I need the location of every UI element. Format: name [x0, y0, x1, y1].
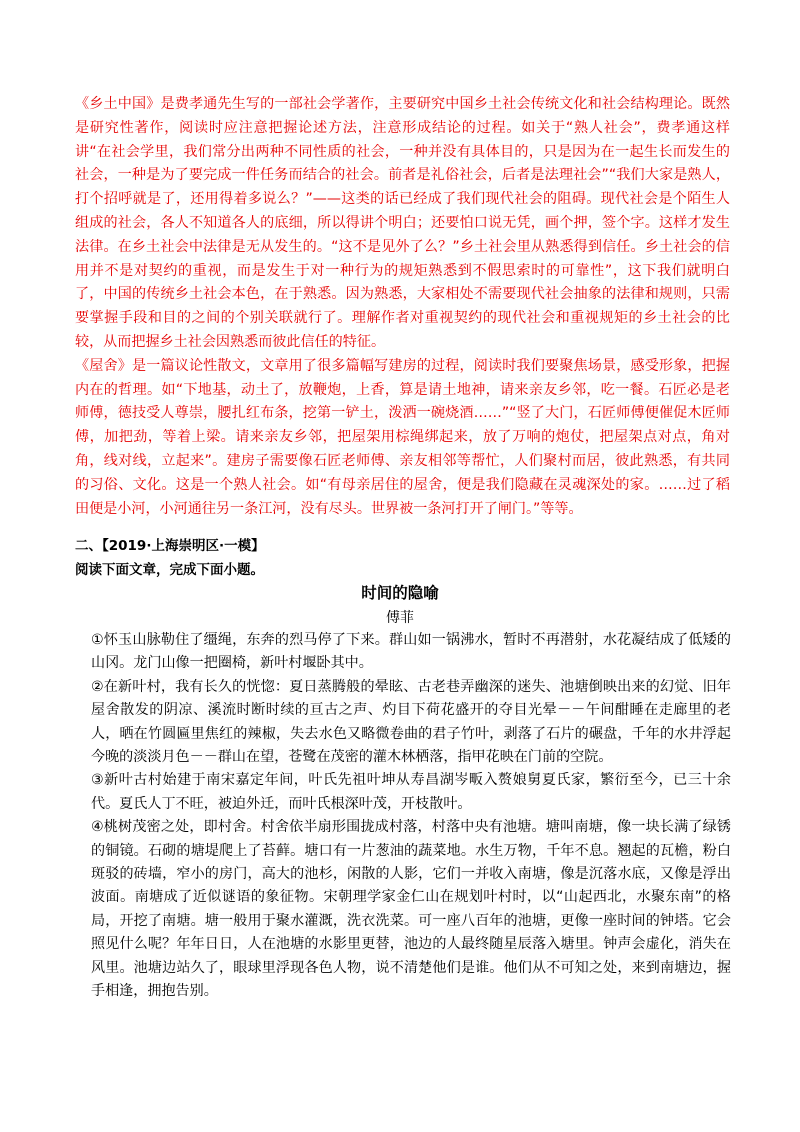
article-paragraph-1: ①怀玉山脉勒住了缰绳，东奔的烈马停了下来。群山如一锅沸水，暂时不再潜射，水花凝结成了低矮的山冈。龙门山像一把圈椅，新叶村堰卧其中。 [91, 632, 731, 672]
section-heading [75, 534, 265, 554]
article-body [91, 629, 731, 1004]
section-number: 二、 [75, 538, 102, 554]
article-author: 傅菲 [386, 610, 414, 626]
section-instruction: 阅读下面文章，完成下面小题。 [75, 562, 264, 578]
commentary-block [75, 93, 730, 521]
article-paragraph-2: ②在新叶村，我有长久的恍惚：夏日蒸腾般的晕眩、古老巷弄幽深的迷失、池塘倒映出来的幻觉、旧年屋舍散发的阴凉、溪流时断时续的亘古之声、灼目下荷花盛开的夺目光晕－－午间酣睡在走廊里的老人，晒在竹圆匾里焦红的辣椒，失去水色又略微卷曲的君子竹叶，剥落了石片的碾盘，千年的水井浮起今晚的淡淡月色－－群山在望，苍鹭在茂密的灌木林栖落，指甲花映在门前的空院。 [91, 678, 731, 766]
article-paragraph-4: ④桃树茂密之处，即村舍。村舍依半扇形围拢成村落，村落中央有池塘。塘叫南塘，像一块长满了绿锈的铜镜。石砌的塘堤爬上了苔藓。塘口有一片葱油的蔬菜地。水生万物，千年不息。翘起的瓦檐，粉白斑驳的砖墙，窄小的房门，高大的池杉，闲散的人影，它们一并收入南塘，像是沉落水底，又像是浮出波面。南塘成了近似谜语的象征物。宋朝理学家金仁山在规划叶村时，以“山起西北，水聚东南”的格局，开挖了南塘。塘一般用于聚水灌溉，洗衣洗菜。可一座八百年的池塘，更像一座时间的钟塔。它会照见什么呢？年年日日，人在池塘的水影里更替，池边的人最终随星辰落入塘里。钟声会虚化，消失在风里。池塘边站久了，眼球里浮现各色人物，说不清楚他们是谁。他们从不可知之处，来到南塘边，握手相逢，拥抱告别。 [91, 819, 731, 1000]
commentary-paragraph-xiangtu: 《乡土中国》是费孝通先生写的一部社会学著作，主要研究中国乡土社会传统文化和社会结构理论。既然是研究性著作，阅读时应注意把握论述方法，注意形成结论的过程。如关于“熟人社会”，费孝通这样讲“在社会学里，我们常分出两种不同性质的社会，一种并没有具体目的，只是因为在一起生长而发生的社会，一种是为了要完成一件任务而结合的社会。前者是礼俗社会，后者是法理社会”“我们大家是熟人，打个招呼就是了，还用得着多说么？”——这类的话已经成了我们现代社会的阻碍。现代社会是个陌生人组成的社会，各人不知道各人的底细，所以得讲个明白；还要怕口说无凭，画个押，签个字。这样才发生法律。在乡土社会中法律是无从发生的。“这不是见外了么？”乡土社会里从熟悉得到信任。乡土社会的信用并不是对契约的重视，而是发生于对一种行为的规矩熟悉到不假思索时的可靠性”，这下我们就明白了，中国的传统乡土社会本色，在于熟悉。因为熟悉，大家相处不需要现代社会抽象的法律和规则，只需要掌握手段和目的之间的个别关联就行了。理解作者对重视契约的现代社会和重视规矩的乡土社会的比较，从而把握乡土社会因熟悉而彼此信任的特征。 [75, 96, 730, 350]
article-paragraph-3: ③新叶古村始建于南宋嘉定年间，叶氏先祖叶坤从寿昌湖岑畈入赘娘舅夏氏家，繁衍至今，已三十余代。夏氏人丁不旺，被迫外迁，而叶氏根深叶茂，开枝散叶。 [91, 772, 731, 812]
commentary-paragraph-wushe: 《屋舍》是一篇议论性散文，文章用了很多篇幅写建房的过程，阅读时我们要聚焦场景，感受形象，把握内在的哲理。如“下地基，动土了，放鞭炮，上香，算是请土地神，请来亲友乡邻，吃一餐。石匠必是老师傅，德技受人尊崇，腰扎红布条，挖第一铲土，泼洒一碗烧酒……”“竖了大门，石匠师傅便催促木匠师傅，加把劲，等着上梁。请来亲友乡邻，把屋架用棕绳绑起来，放了万响的炮仗，把屋架点对点，角对角，线对线，立起来”。建房子需要像石匠老师傅、亲友相邻等帮忙，人们聚村而居，彼此熟悉，有共同的习俗、文化。这是一个熟人社会。如“有母亲居住的屋舍，便是我们隐藏在灵魂深处的家。……过了稻田便是小河，小河通往另一条江河，没有尽头。世界被一条河打开了闸门。”等等。 [75, 357, 730, 517]
article-title: 时间的隐喻 [361, 584, 439, 602]
section-source: 【2019·上海崇明区·一模】 [102, 538, 265, 554]
